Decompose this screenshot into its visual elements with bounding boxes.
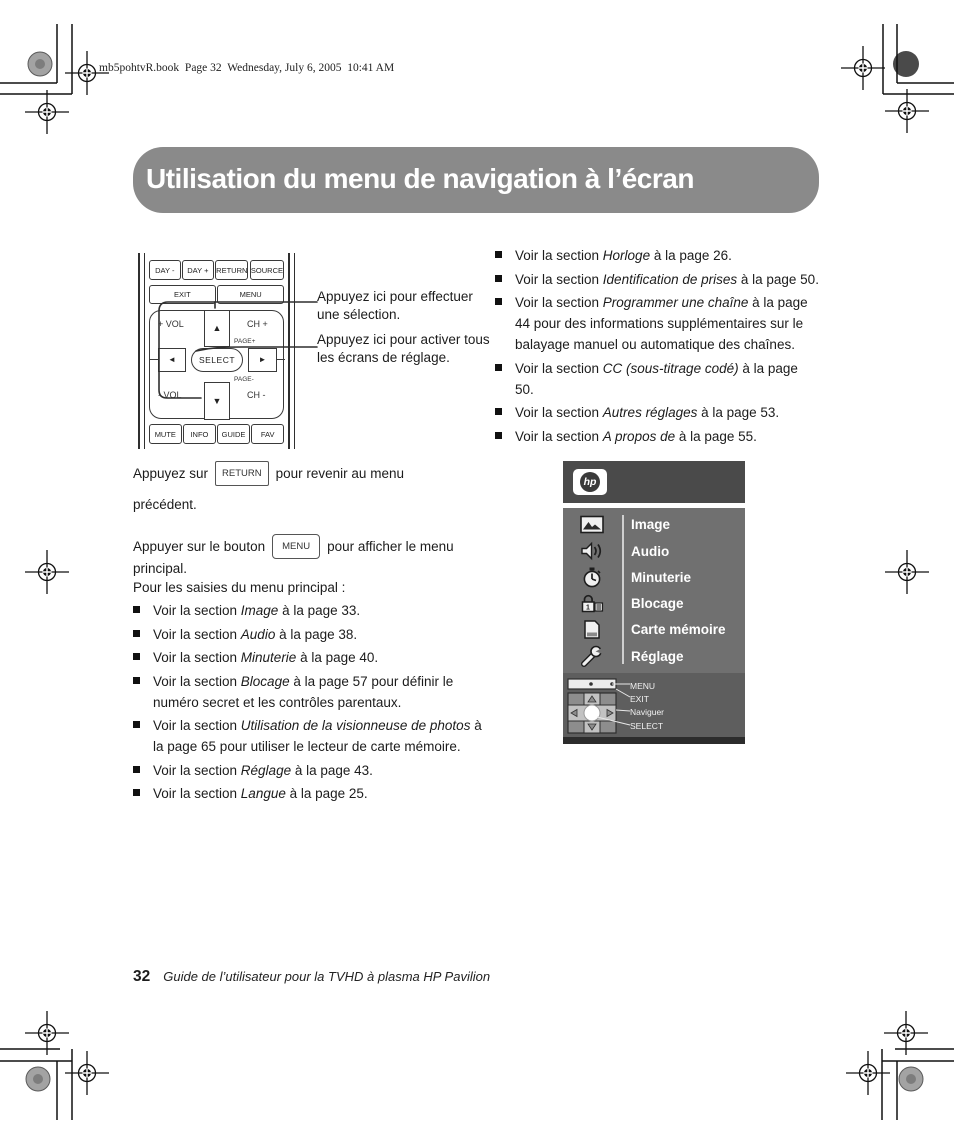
return-instruction-pre: Appuyez sur	[133, 466, 209, 481]
list-item: Voir la section Identification de prises à la page 50.	[494, 269, 819, 290]
source-button: SOURCE	[250, 260, 284, 280]
list-item: Voir la section Minuterie à la page 40.	[132, 647, 484, 668]
list-item: Voir la section Langue à la page 25.	[132, 783, 484, 804]
osd-body	[563, 508, 745, 673]
osd-item-timer: Minuterie	[563, 565, 745, 590]
osd-item-memory-card: Carte mémoire	[563, 617, 745, 642]
bullet-square-icon	[495, 298, 502, 305]
right-reference-list	[494, 245, 819, 449]
svg-text:1: 1	[586, 604, 590, 612]
list-item: Voir la section Utilisation de la visionneuse de photos à la page 65 pour utiliser le lecteur de carte mémoire.	[132, 715, 484, 757]
return-instruction-post: pour revenir au menu	[275, 466, 404, 481]
bullet-square-icon	[495, 275, 502, 282]
title-banner	[133, 147, 819, 213]
page-title: Utilisation du menu de navigation à l’écran	[146, 163, 694, 194]
vol-minus-label: - VOL	[158, 389, 182, 400]
footer-text: Guide de l’utilisateur pour la TVHD à plasma HP Pavilion	[163, 969, 491, 984]
ch-minus-label: CH -	[247, 389, 266, 400]
bullet-square-icon	[495, 408, 502, 415]
list-item: Voir la section Réglage à la page 43.	[132, 760, 484, 781]
day-plus-button: DAY +	[182, 260, 214, 280]
timer-icon	[563, 567, 621, 588]
menu-instruction-cont: principal.	[133, 561, 188, 576]
bullet-square-icon	[495, 432, 502, 439]
menu-instruction	[133, 534, 454, 559]
bullet-square-icon	[133, 653, 140, 660]
page-number: 32	[133, 968, 151, 985]
osd-navigate-label: Naviguer	[630, 707, 665, 717]
bullet-square-icon	[495, 364, 502, 371]
bullet-square-icon	[133, 721, 140, 728]
left-reference-list	[132, 600, 484, 807]
bullet-square-icon	[133, 606, 140, 613]
menu-button: MENU	[217, 285, 284, 304]
menu-instruction-post: pour afficher le menu	[327, 539, 454, 554]
up-arrow-icon: ▲	[212, 323, 222, 333]
speaker-icon	[563, 541, 621, 561]
osd-item-audio: Audio	[563, 539, 745, 564]
list-item: Voir la section A propos de à la page 55.	[494, 426, 819, 447]
down-arrow-icon: ▼	[212, 395, 222, 406]
left-arrow-icon: ◄	[168, 355, 176, 364]
list-item: Voir la section Autres réglages à la page 53.	[494, 402, 819, 423]
return-button: RETURN	[215, 260, 248, 280]
day-minus-button: DAY -	[149, 260, 181, 280]
osd-bottom-strip	[563, 737, 745, 744]
guide-button: GUIDE	[217, 424, 250, 444]
bullet-square-icon	[133, 766, 140, 773]
info-button: INFO	[183, 424, 216, 444]
osd-mini-remote	[567, 676, 633, 736]
return-instruction-cont: précédent.	[133, 497, 197, 512]
osd-menu-label: MENU	[630, 681, 656, 691]
ch-plus-label: CH +	[247, 318, 268, 329]
page-minus-label: PAGE-	[234, 375, 254, 383]
wrench-icon	[563, 645, 621, 667]
osd-menu-screenshot	[563, 461, 745, 744]
list-intro: Pour les saisies du menu principal :	[133, 580, 346, 595]
vol-plus-label: + VOL	[158, 318, 184, 329]
list-item: Voir la section CC (sous-titrage codé) à la page 50.	[494, 358, 819, 400]
bullet-square-icon	[133, 630, 140, 637]
mute-button: MUTE	[149, 424, 182, 444]
osd-item-image: Image	[563, 512, 745, 537]
page-plus-label: PAGE+	[234, 337, 256, 345]
menu-instruction-pre: Appuyer sur le bouton	[133, 539, 266, 554]
return-instruction	[133, 461, 404, 486]
osd-exit-label: EXIT	[630, 694, 649, 704]
callout-lines	[130, 250, 325, 425]
exit-button: EXIT	[149, 285, 216, 304]
bullet-square-icon	[133, 789, 140, 796]
osd-footer	[563, 673, 745, 737]
hp-logo: hp	[573, 469, 607, 495]
bullet-square-icon	[495, 251, 502, 258]
bullet-square-icon	[133, 677, 140, 684]
osd-separator	[622, 515, 624, 664]
return-key: RETURN	[215, 461, 269, 486]
page-footer	[133, 968, 490, 986]
lock-icon	[563, 593, 621, 614]
list-item: Voir la section Image à la page 33.	[132, 600, 484, 621]
list-item: Voir la section Programmer une chaîne à la page 44 pour des informations supplémentaires sur le balayage manuel ou automatique des chaînes.	[494, 292, 819, 355]
menu-key: MENU	[272, 534, 320, 559]
print-header-line: mb5pohtvR.book Page 32 Wednesday, July 6, 2005 10:41 AM	[99, 62, 395, 74]
callout-select-hint: Appuyez ici pour effectuer une sélection.	[317, 289, 473, 322]
list-item: Voir la section Blocage à la page 57 pour définir le numéro secret et les contrôles parentaux.	[132, 671, 484, 713]
osd-header	[563, 461, 745, 503]
list-item: Voir la section Audio à la page 38.	[132, 624, 484, 645]
osd-item-lock: 1 Blocage	[563, 591, 745, 616]
osd-item-settings: Réglage	[563, 644, 745, 669]
osd-select-label: SELECT	[630, 721, 664, 731]
select-label: SELECT	[198, 354, 236, 365]
memory-card-icon	[563, 619, 621, 640]
picture-icon	[563, 515, 621, 535]
callout-activate-hint: Appuyez ici pour activer tous les écrans de réglage.	[317, 332, 490, 365]
fav-button: FAV	[251, 424, 284, 444]
list-item: Voir la section Horloge à la page 26.	[494, 245, 819, 266]
right-arrow-icon: ►	[258, 355, 267, 364]
